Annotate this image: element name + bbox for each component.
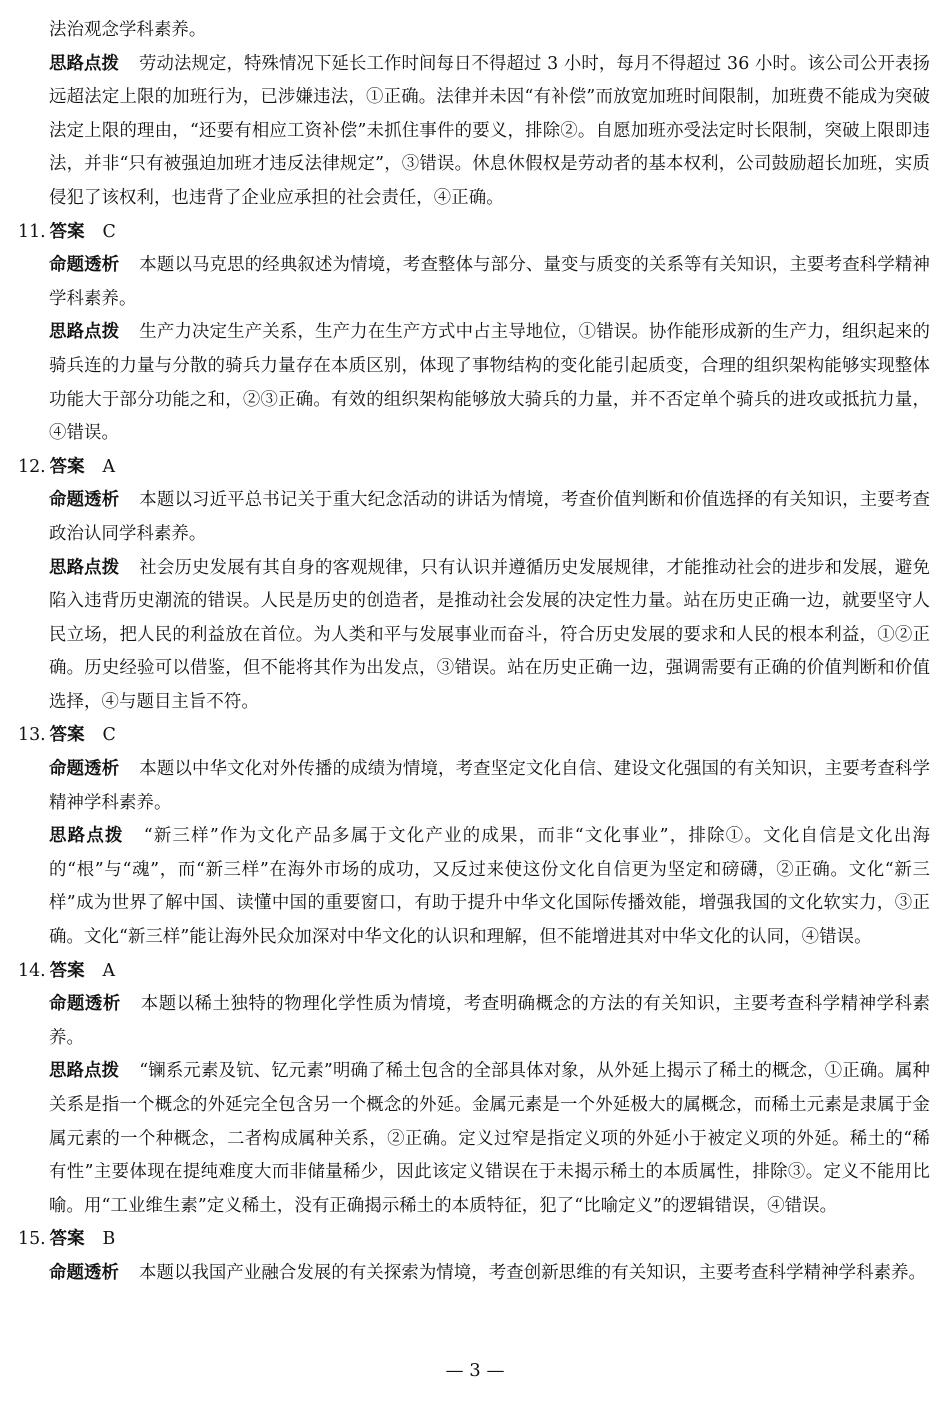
intent-text: 本题以马克思的经典叙述为情境，考查整体与部分、量变与质变的关系等有关知识，主要考查科学精神学科素养。 [49, 255, 930, 309]
intent-label: 命题透析 [49, 759, 120, 780]
thinking-label: 思路点拨 [49, 826, 124, 847]
thinking-text: 生产力决定生产关系，生产力在生产方式中占主导地位，①错误。协作能形成新的生产力，组织起来的骑兵连的力量与分散的骑兵力量存在本质区别，体现了事物结构的变化能引起质变，合理的组织架构能够实现整体功能大于部分功能之和，②③正确。有效的组织架构能够放大骑兵的力量，并不否定单个骑兵的进攻或抵抗力量，④错误。 [49, 322, 930, 444]
question-11-thinking [18, 316, 930, 450]
thinking-label: 思路点拨 [49, 322, 120, 343]
question-12-answer: 12. 答案 A [18, 456, 116, 477]
intent-label: 命题透析 [49, 1262, 119, 1283]
answer-letter: C [102, 725, 116, 746]
question-13-thinking [18, 820, 930, 954]
question-14-thinking [18, 1055, 930, 1223]
prev-intent-tail: 法治观念学科素养。 [49, 20, 207, 40]
thinking-text: 社会历史发展有其自身的客观规律，只有认识并遵循历史发展规律，才能推动社会的进步和发展，避免陷入违背历史潮流的错误。人民是历史的创造者，是推动社会发展的决定性力量。站在历史正确一边，就要坚守人民立场，把人民的利益放在首位。为人类和平与发展事业而奋斗，符合历史发展的要求和人民的根本利益，①②正确。历史经验可以借鉴，但不能将其作为出发点，③错误。站在历史正确一边，强调需要有正确的价值判断和价值选择，④与题目主旨不符。 [49, 557, 930, 712]
intent-text: 本题以习近平总书记关于重大纪念活动的讲话为情境，考查价值判断和价值选择的有关知识，主要考查政治认同学科素养。 [49, 490, 930, 544]
question-12-intent [18, 484, 930, 551]
question-13-intent [18, 753, 930, 820]
intent-label: 命题透析 [49, 255, 120, 276]
intent-text: 本题以稀土独特的物理化学性质为情境，考查明确概念的方法的有关知识，主要考查科学精神学科素养。 [49, 994, 931, 1048]
prev-thinking-paragraph [18, 48, 930, 216]
question-14-intent [18, 988, 930, 1055]
question-11-answer: 11. 答案 C [18, 221, 116, 242]
intent-text: 本题以我国产业融合发展的有关探索为情境，考查创新思维的有关知识，主要考查科学精神学科素养。 [138, 1262, 927, 1283]
question-13-answer: 13. 答案 C [18, 725, 116, 746]
question-15-intent [18, 1257, 930, 1291]
intent-text: 本题以中华文化对外传播的成绩为情境，考查坚定文化自信、建设文化强国的有关知识，主要考查科学精神学科素养。 [49, 759, 930, 813]
answer-letter: B [102, 1229, 116, 1250]
question-11-intent [18, 249, 930, 316]
thinking-label: 思路点拨 [49, 1061, 120, 1082]
page-content [18, 14, 930, 1291]
page-number: — 3 — [445, 1360, 505, 1381]
answer-letter: A [102, 456, 116, 477]
answer-letter: C [102, 221, 116, 242]
question-14-answer: 14. 答案 A [18, 960, 116, 981]
question-15-answer: 15. 答案 B [18, 1229, 116, 1250]
intent-label: 命题透析 [49, 490, 120, 511]
thinking-text: “新三样”作为文化产品多属于文化产业的成果，而非“文化事业”，排除①。文化自信是文化出海的“根”与“魂”，而“新三样”在海外市场的成功，又反过来使这份文化自信更为坚定和磅礴，②正确。文化“新三样”成为世界了解中国、读懂中国的重要窗口，有助于提升中华文化国际传播效能，增强我国的文化软实力，③正确。文化“新三样”能让海外民众加深对中华文化的认识和理解，但不能增进其对中华文化的认同，④错误。 [49, 826, 930, 948]
answer-letter: A [102, 960, 116, 981]
thinking-label: 思路点拨 [49, 53, 119, 74]
thinking-text: 劳动法规定，特殊情况下延长工作时间每日不得超过 3 小时，每月不得超过 36 小时。该公司公开表扬远超法定上限的加班行为，已涉嫌违法，①正确。法律并未因“有补偿”而放宽加班时间限制，加班费不能成为突破法定上限的理由，“还要有相应工资补偿”未抓住事件的要义，排除②。自愿加班亦受法定时长限制，突破上限即违法，并非“只有被强迫加班才违反法律规定”，③错误。休息休假权是劳动者的基本权利，公司鼓励超长加班，实质侵犯了该权利，也违背了企业应承担的社会责任，④正确。 [49, 53, 930, 208]
question-12-thinking [18, 552, 930, 720]
intent-label: 命题透析 [49, 994, 121, 1015]
thinking-text: “镧系元素及钪、钇元素”明确了稀土包含的全部具体对象，从外延上揭示了稀土的概念，①正确。属种关系是指一个概念的外延完全包含另一个概念的外延。金属元素是一个外延极大的属概念，而稀土元素是隶属于金属元素的一个种概念，二者构成属种关系，②正确。定义过窄是指定义项的外延小于被定义项的外延。稀土的“稀有性”主要体现在提纯难度大而非储量稀少，因此该定义错误在于未揭示稀土的本质属性，排除③。定义不能用比喻。用“工业维生素”定义稀土，没有正确揭示稀土的本质特征，犯了“比喻定义”的逻辑错误，④错误。 [49, 1061, 930, 1216]
thinking-label: 思路点拨 [49, 557, 120, 578]
